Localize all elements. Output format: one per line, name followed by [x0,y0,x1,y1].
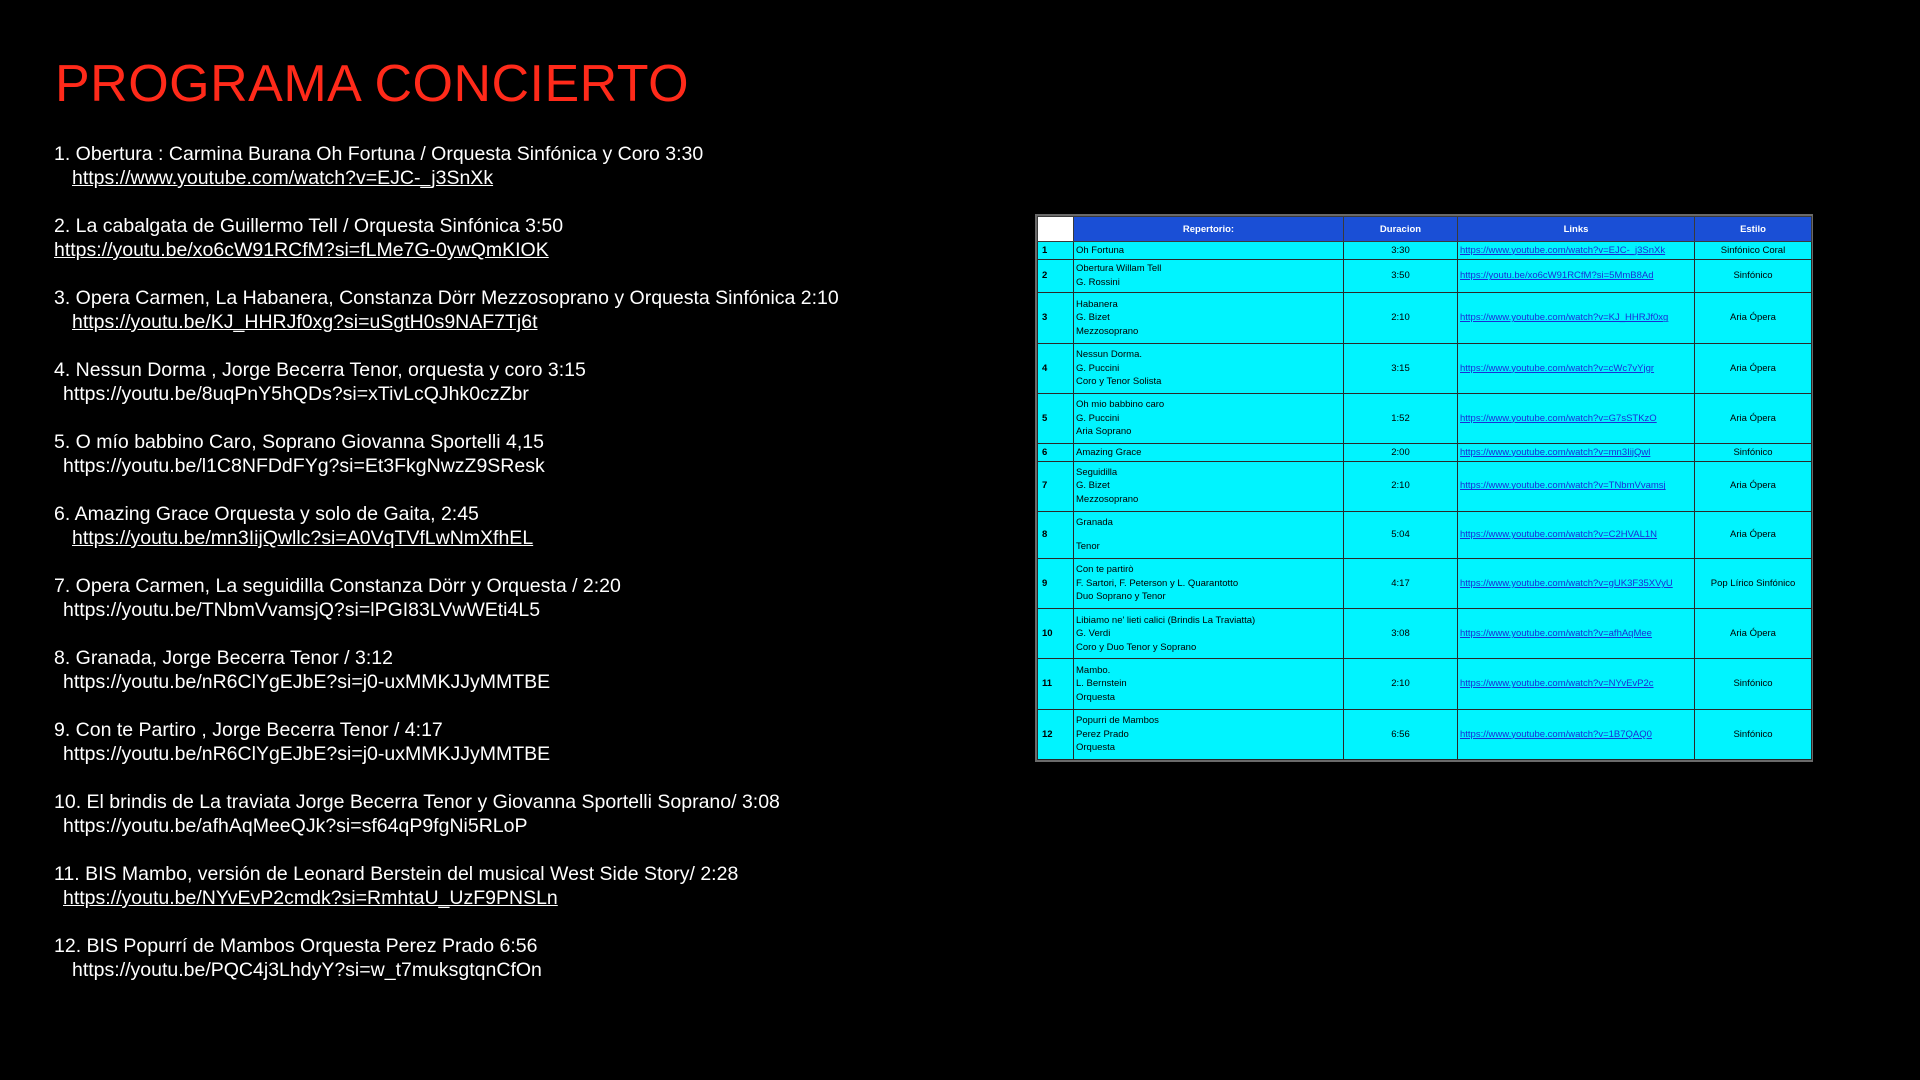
link-cell[interactable]: https://www.youtube.com/watch?v=KJ_HHRJf0xg [1458,293,1695,343]
link-cell[interactable]: https://www.youtube.com/watch?v=G7sSTKzO [1458,393,1695,443]
program-item-link[interactable]: https://youtu.be/nR6ClYgEJbE?si=j0-uxMMKJJyMMTBE [63,743,551,765]
program-item [54,862,994,910]
repertorio-line: Coro y Duo Tenor y Soprano [1076,641,1197,653]
repertorio-line: Orquesta [1076,691,1116,703]
link-cell[interactable]: https://youtu.be/xo6cW91RCfM?si=5MmB8Ad [1458,259,1695,293]
duracion-cell: 2:10 [1344,293,1458,343]
row-number: 4 [1038,343,1074,393]
link-cell[interactable]: https://www.youtube.com/watch?v=mn3IijQwl [1458,444,1695,462]
program-item-title: 2. La cabalgata de Guillermo Tell / Orquesta Sinfónica 3:50 [54,215,564,237]
estilo-cell: Sinfónico [1695,709,1812,759]
duracion-cell: 6:56 [1344,709,1458,759]
program-item-title: 8. Granada, Jorge Becerra Tenor / 3:12 [54,647,393,669]
duracion-cell: 5:04 [1344,511,1458,558]
repertorio-cell [1074,293,1344,343]
repertorio-line: Obertura Willam Tell [1076,263,1162,275]
repertorio-line: F. Sartori, F. Peterson y L. Quarantotto [1076,577,1239,589]
repertoire-table [1037,216,1812,760]
program-item-title: 1. Obertura : Carmina Burana Oh Fortuna / Orquesta Sinfónica y Coro 3:30 [54,143,704,165]
table-row [1038,511,1812,558]
table-row [1038,259,1812,293]
program-item-link[interactable]: https://youtu.be/afhAqMeeQJk?si=sf64qP9fgNi5RLoP [63,815,528,837]
row-number: 12 [1038,709,1074,759]
duracion-cell: 4:17 [1344,559,1458,609]
link-cell[interactable]: https://www.youtube.com/watch?v=NYvEvP2c [1458,659,1695,709]
row-number: 7 [1038,461,1074,511]
repertorio-line: Tenor [1076,541,1100,553]
duracion-cell: 1:52 [1344,393,1458,443]
repertorio-line: G. Bizet [1076,480,1110,492]
repertorio-line: Oh Fortuna [1076,244,1125,256]
row-number: 6 [1038,444,1074,462]
program-item-link[interactable]: https://youtu.be/l1C8NFDdFYg?si=Et3FkgNwzZ9SResk [63,455,545,477]
program-item [54,214,994,262]
table-row [1038,609,1812,659]
repertorio-line: Coro y Tenor Solista [1076,376,1162,387]
program-item [54,430,994,478]
repertorio-line: G. Puccini [1076,362,1120,374]
program-item-title: 3. Opera Carmen, La Habanera, Constanza Dörr Mezzosoprano y Orquesta Sinfónica 2:10 [54,287,839,309]
estilo-cell: Aria Ópera [1695,293,1812,343]
repertorio-cell [1074,343,1344,393]
estilo-cell: Sinfónico [1695,444,1812,462]
program-item-link[interactable]: https://youtu.be/TNbmVvamsjQ?si=lPGI83LVwWEti4L5 [63,599,541,621]
duracion-cell: 2:10 [1344,659,1458,709]
estilo-cell: Pop Lírico Sinfónico [1695,559,1812,609]
repertorio-cell [1074,242,1344,260]
repertorio-line: Granada [1076,516,1113,528]
duracion-cell: 3:08 [1344,609,1458,659]
repertorio-line [1076,529,1341,540]
program-list [54,142,994,1006]
repertorio-line: Aria Soprano [1076,426,1132,438]
repertorio-line: Habanera [1076,298,1118,310]
repertorio-line: Libiamo ne' lieti calici (Brindis La Traviatta) [1076,614,1256,626]
header-duracion: Duracion [1344,217,1458,242]
duracion-cell: 2:10 [1344,461,1458,511]
page-title: PROGRAMA CONCIERTO [55,55,690,113]
table-row [1038,242,1812,260]
header-estilo: Estilo [1695,217,1812,242]
program-item-link[interactable]: https://youtu.be/NYvEvP2cmdk?si=RmhtaU_UzF9PNSLn [63,887,558,909]
row-number: 2 [1038,259,1074,293]
repertorio-line: G. Puccini [1076,412,1120,424]
repertorio-line: G. Bizet [1076,312,1110,324]
table-row [1038,343,1812,393]
row-number: 1 [1038,242,1074,260]
program-item-title: 11. BIS Mambo, versión de Leonard Berstein del musical West Side Story/ 2:28 [54,863,739,885]
program-item-link[interactable]: https://www.youtube.com/watch?v=EJC-_j3SnXk [72,167,494,189]
header-links: Links [1458,217,1695,242]
repertoire-spreadsheet [1035,214,1813,762]
repertorio-line: Nessun Dorma. [1076,349,1142,360]
link-cell[interactable]: https://www.youtube.com/watch?v=1B7QAQ0 [1458,709,1695,759]
repertorio-cell [1074,609,1344,659]
repertorio-line: Orquesta [1076,742,1116,754]
repertorio-line: Con te partirò [1076,564,1134,576]
table-row [1038,461,1812,511]
estilo-cell: Aria Ópera [1695,511,1812,558]
repertorio-line: Mezzosoprano [1076,493,1139,505]
program-item [54,142,994,190]
repertorio-line: Mezzosoprano [1076,325,1139,337]
repertorio-cell [1074,444,1344,462]
repertorio-line: Perez Prado [1076,728,1129,740]
link-cell[interactable]: https://www.youtube.com/watch?v=afhAqMee [1458,609,1695,659]
row-number: 10 [1038,609,1074,659]
repertorio-cell [1074,709,1344,759]
program-item-title: 10. El brindis de La traviata Jorge Becerra Tenor y Giovanna Sportelli Soprano/ 3:08 [54,791,780,813]
header-repertorio: Repertorio: [1074,217,1344,242]
row-number: 9 [1038,559,1074,609]
program-item [54,574,994,622]
row-number: 5 [1038,393,1074,443]
table-header-row [1038,217,1812,242]
program-item [54,934,994,982]
repertorio-cell [1074,559,1344,609]
program-item [54,286,994,334]
repertorio-line: Oh mio babbino caro [1076,399,1165,411]
program-item-link[interactable]: https://youtu.be/PQC4j3LhdyY?si=w_t7muksgtqnCfOn [72,959,542,981]
header-corner [1038,217,1074,242]
repertorio-cell [1074,393,1344,443]
repertorio-cell [1074,659,1344,709]
duracion-cell: 2:00 [1344,444,1458,462]
table-row [1038,659,1812,709]
program-item-link[interactable]: https://youtu.be/nR6ClYgEJbE?si=j0-uxMMKJJyMMTBE [63,671,551,693]
repertorio-cell [1074,511,1344,558]
table-row [1038,709,1812,759]
row-number: 8 [1038,511,1074,558]
program-item-link[interactable]: https://youtu.be/8uqPnY5hQDs?si=xTivLcQJhk0czZbr [63,383,529,405]
repertorio-cell [1074,259,1344,293]
table-row [1038,444,1812,462]
program-item [54,358,994,406]
table-row [1038,293,1812,343]
estilo-cell: Aria Ópera [1695,393,1812,443]
duracion-cell: 3:50 [1344,259,1458,293]
link-cell[interactable]: https://www.youtube.com/watch?v=cWc7vYjgr [1458,343,1695,393]
link-cell[interactable]: https://www.youtube.com/watch?v=TNbmVvamsj [1458,461,1695,511]
duracion-cell: 3:30 [1344,242,1458,260]
program-item-link[interactable]: https://youtu.be/xo6cW91RCfM?si=fLMe7G-0ywQmKIOK [54,239,549,261]
program-item [54,718,994,766]
table-row [1038,393,1812,443]
program-item-title: 9. Con te Partiro , Jorge Becerra Tenor / 4:17 [54,719,443,741]
program-item-title: 7. Opera Carmen, La seguidilla Constanza Dörr y Orquesta / 2:20 [54,575,621,597]
repertorio-line: Amazing Grace [1076,446,1142,458]
table-row [1038,559,1812,609]
estilo-cell: Sinfónico [1695,259,1812,293]
program-item-title: 5. O mío babbino Caro, Soprano Giovanna Sportelli 4,15 [54,431,544,453]
estilo-cell: Aria Ópera [1695,609,1812,659]
program-item [54,502,994,550]
row-number: 3 [1038,293,1074,343]
repertorio-cell [1074,461,1344,511]
program-item-link[interactable]: https://youtu.be/mn3IijQwllc?si=A0VqTVfLwNmXfhEL [72,527,534,549]
link-cell[interactable]: https://www.youtube.com/watch?v=gUK3F35XVyU [1458,559,1695,609]
program-item-link[interactable]: https://youtu.be/KJ_HHRJf0xg?si=uSgtH0s9NAF7Tj6t [72,311,538,333]
estilo-cell: Sinfónico [1695,659,1812,709]
duracion-cell: 3:15 [1344,343,1458,393]
repertorio-line: Seguidilla [1076,466,1118,478]
repertorio-line: L. Bernstein [1076,678,1127,690]
program-item [54,646,994,694]
estilo-cell: Sinfónico Coral [1695,242,1812,260]
estilo-cell: Aria Ópera [1695,461,1812,511]
link-cell[interactable]: https://www.youtube.com/watch?v=EJC-_j3SnXk [1458,242,1695,260]
row-number: 11 [1038,659,1074,709]
repertorio-line: Duo Soprano y Tenor [1076,591,1166,603]
program-item [54,790,994,838]
repertorio-line: G. Verdi [1076,628,1111,640]
estilo-cell: Aria Ópera [1695,343,1812,393]
program-item-title: 12. BIS Popurrí de Mambos Orquesta Perez Prado 6:56 [54,935,538,957]
program-item-title: 6. Amazing Grace Orquesta y solo de Gaita, 2:45 [54,503,479,525]
repertorio-line: Popurri de Mambos [1076,715,1159,727]
repertorio-line: Mambo. [1076,664,1111,676]
link-cell[interactable]: https://www.youtube.com/watch?v=C2HVAL1N [1458,511,1695,558]
repertorio-line: G. Rossini [1076,276,1120,288]
program-item-title: 4. Nessun Dorma , Jorge Becerra Tenor, orquesta y coro 3:15 [54,359,586,381]
